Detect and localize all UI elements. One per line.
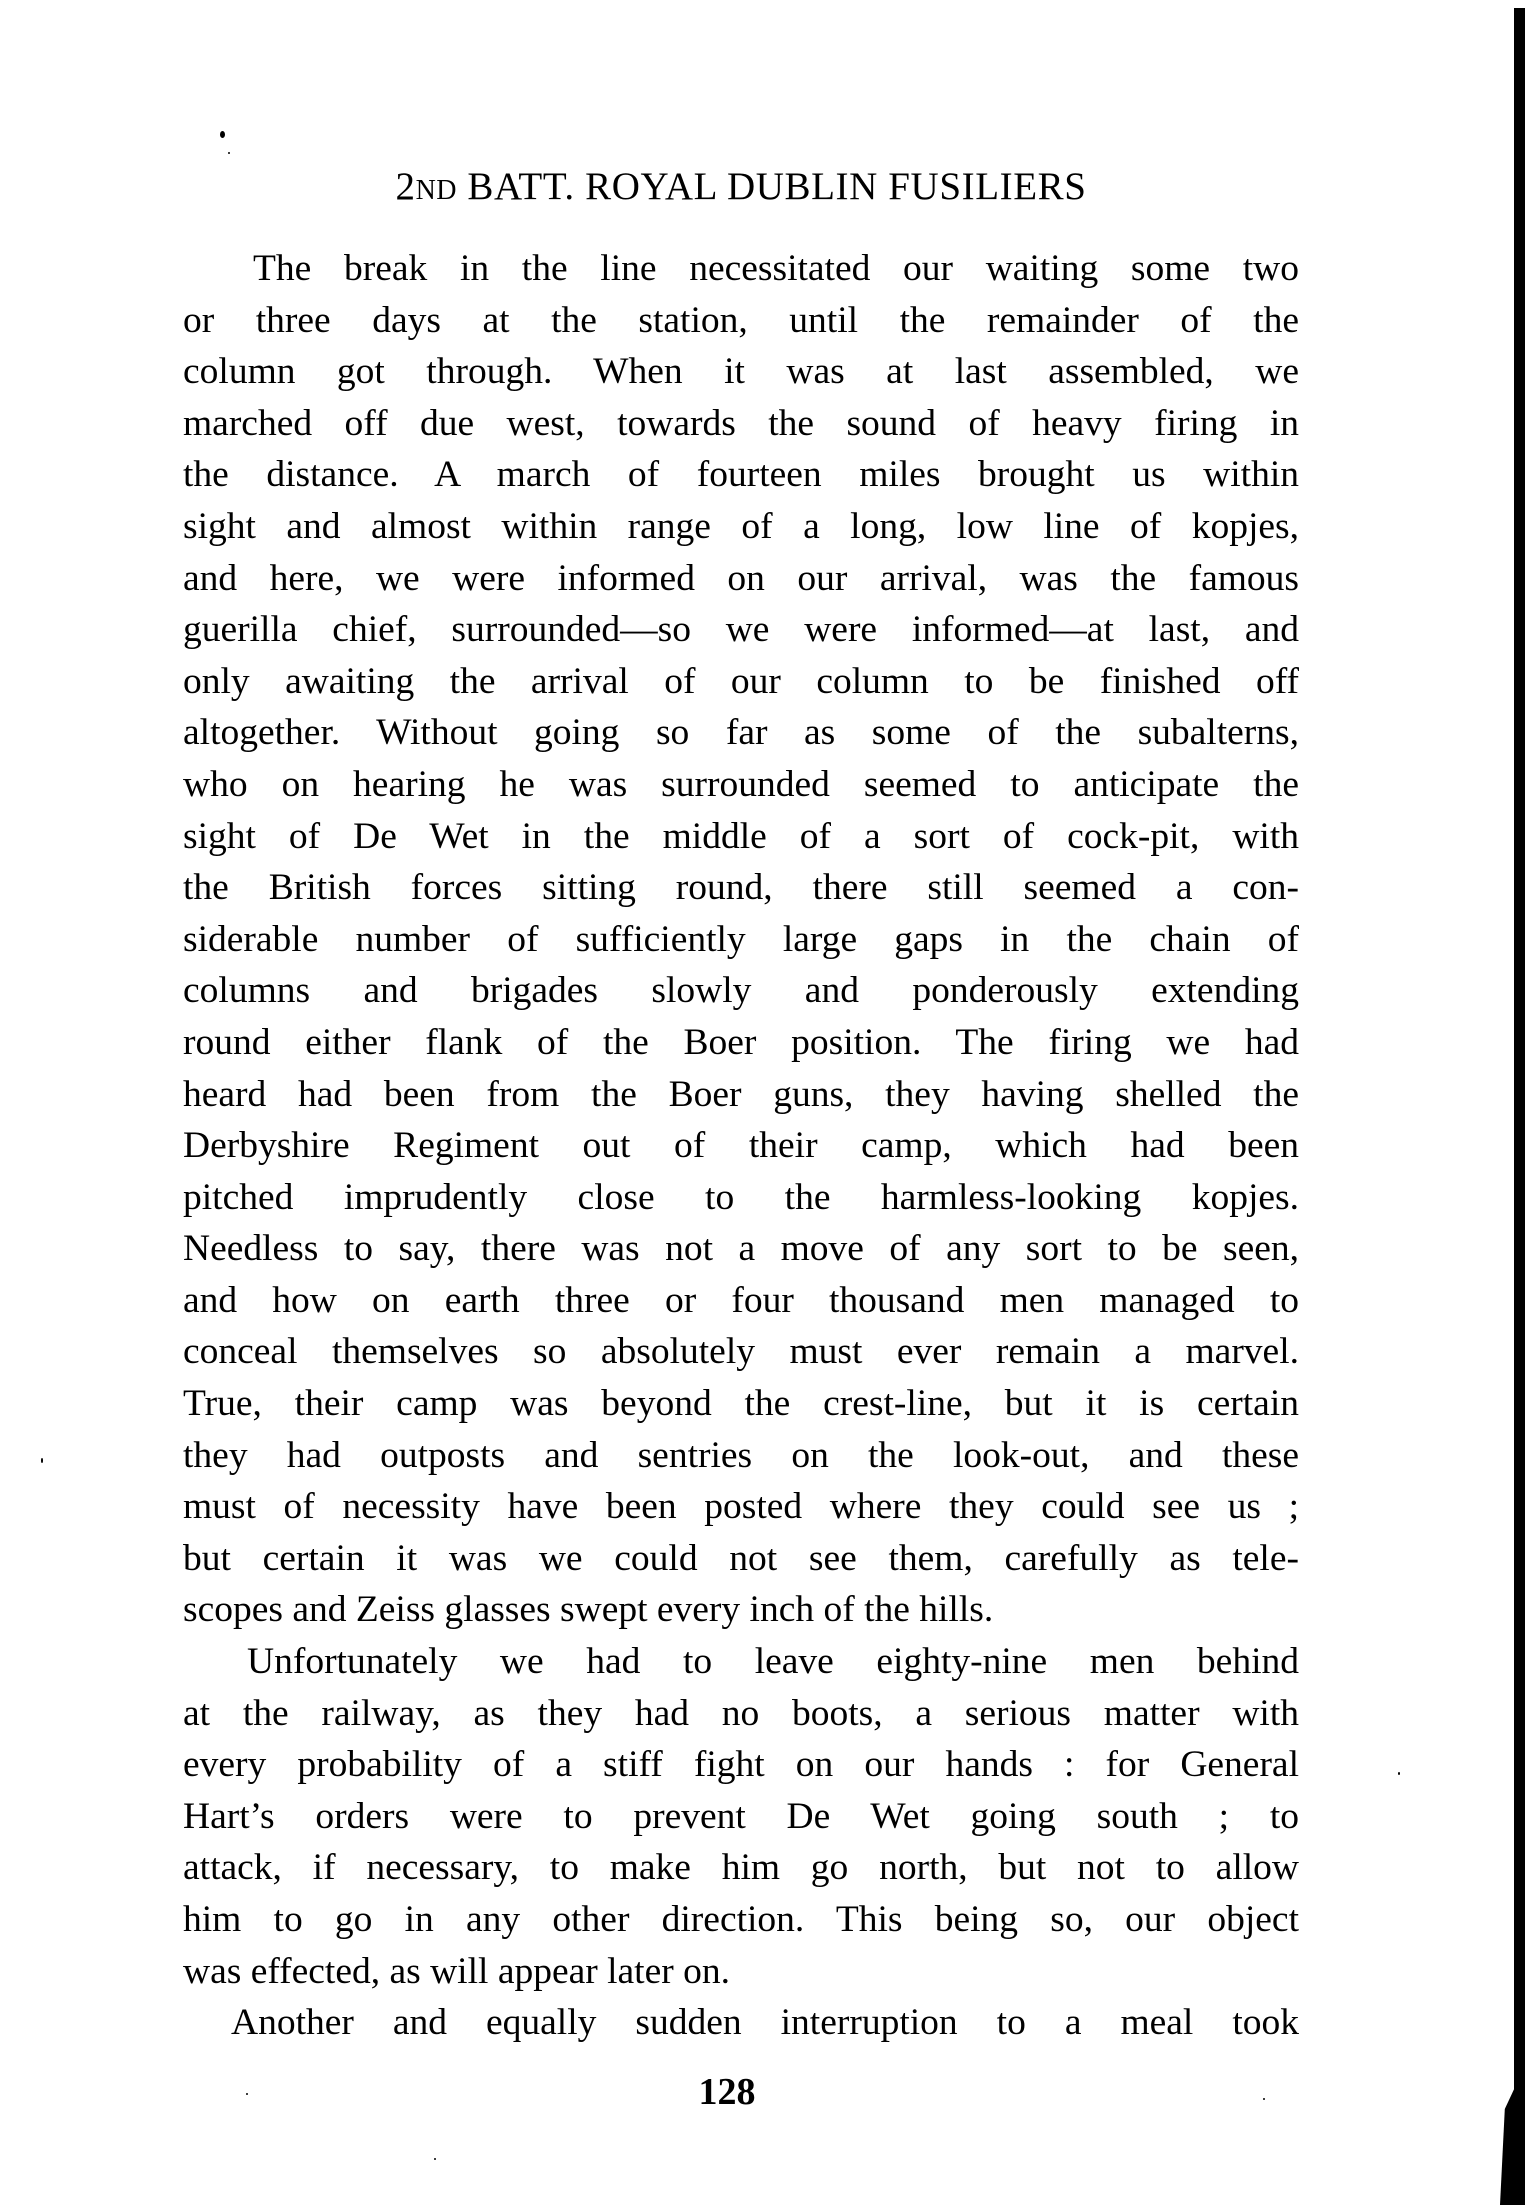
scan-speck bbox=[41, 1458, 43, 1463]
text-line: marched off due west, towards the sound of heavy firing in bbox=[183, 402, 1299, 444]
text-line: scopes and Zeiss glasses swept every inch of the hills. bbox=[183, 1589, 994, 1631]
text-line: and how on earth three or four thousand men managed to bbox=[183, 1279, 1299, 1321]
text-line: guerilla chief, surrounded—so we were informed—at last, and bbox=[183, 609, 1299, 651]
text-line: conceal themselves so absolutely must ever remain a marvel. bbox=[183, 1331, 1299, 1373]
text-line: columns and brigades slowly and ponderously extending bbox=[183, 970, 1299, 1012]
text-line: the British forces sitting round, there still seemed a con- bbox=[183, 867, 1299, 909]
paragraph bbox=[183, 243, 1299, 1636]
text-line: Derbyshire Regiment out of their camp, which had been bbox=[183, 1125, 1299, 1167]
running-head-ordinal-suffix: ND bbox=[415, 175, 458, 206]
text-line: or three days at the station, until the remainder of the bbox=[183, 299, 1299, 341]
text-line: Unfortunately we had to leave eighty-nine men behind bbox=[247, 1641, 1299, 1683]
text-line: only awaiting the arrival of our column to be finished off bbox=[183, 660, 1299, 702]
text-line: Another and equally sudden interruption to a meal took bbox=[231, 2002, 1299, 2044]
text-line: siderable number of sufficiently large gaps in the chain of bbox=[183, 918, 1299, 960]
paragraph bbox=[183, 1997, 1299, 2049]
text-line: True, their camp was beyond the crest-line, but it is certain bbox=[183, 1383, 1299, 1425]
page-edge-shadow-flare bbox=[1500, 2085, 1516, 2205]
paragraph bbox=[183, 1636, 1299, 1997]
text-line: heard had been from the Boer guns, they having shelled the bbox=[183, 1073, 1299, 1115]
text-line: The break in the line necessitated our waiting some two bbox=[253, 248, 1299, 289]
text-line: Hart’s orders were to prevent De Wet going south ; to bbox=[183, 1795, 1299, 1837]
text-line: must of necessity have been posted where they could see us ; bbox=[183, 1486, 1299, 1528]
text-line: altogether. Without going so far as some of the subalterns, bbox=[183, 712, 1299, 754]
page-edge-shadow bbox=[1514, 8, 1525, 2205]
scan-speck bbox=[246, 2093, 248, 2095]
body-text bbox=[183, 243, 1299, 2049]
running-head-title: BATT. ROYAL DUBLIN FUSILIERS bbox=[457, 165, 1087, 208]
text-line: the distance. A march of fourteen miles brought us within bbox=[183, 454, 1299, 496]
scan-speck bbox=[434, 2158, 436, 2160]
scan-speck bbox=[228, 152, 230, 154]
text-line: every probability of a stiff fight on our hands : for General bbox=[183, 1744, 1299, 1786]
text-line: column got through. When it was at last assembled, we bbox=[183, 351, 1299, 393]
text-line: him to go in any other direction. This being so, our object bbox=[183, 1899, 1299, 1940]
text-line: at the railway, as they had no boots, a serious matter with bbox=[183, 1692, 1299, 1734]
text-line: attack, if necessary, to make him go north, but not to allow bbox=[183, 1847, 1299, 1889]
scan-speck bbox=[1263, 2098, 1265, 2100]
text-line: was effected, as will appear later on. bbox=[183, 1950, 730, 1992]
text-line: pitched imprudently close to the harmless-looking kopjes. bbox=[183, 1176, 1299, 1218]
running-head-ordinal-number: 2 bbox=[395, 165, 416, 208]
text-line: round either flank of the Boer position. The firing we had bbox=[183, 1021, 1299, 1063]
page-number: 128 bbox=[698, 2071, 756, 2113]
text-line: who on hearing he was surrounded seemed to anticipate the bbox=[183, 763, 1299, 805]
text-line: they had outposts and sentries on the look-out, and these bbox=[183, 1434, 1299, 1476]
text-line: Needless to say, there was not a move of any sort to be seen, bbox=[183, 1228, 1299, 1270]
scan-speck bbox=[1398, 1772, 1400, 1775]
text-line: sight of De Wet in the middle of a sort of cock-pit, with bbox=[183, 815, 1299, 857]
text-line: sight and almost within range of a long, low line of kopjes, bbox=[183, 505, 1299, 547]
text-line: and here, we were informed on our arrival, was the famous bbox=[183, 557, 1299, 599]
scan-speck bbox=[220, 131, 225, 138]
text-line: but certain it was we could not see them, carefully as tele- bbox=[183, 1537, 1299, 1579]
running-head bbox=[185, 164, 1297, 214]
